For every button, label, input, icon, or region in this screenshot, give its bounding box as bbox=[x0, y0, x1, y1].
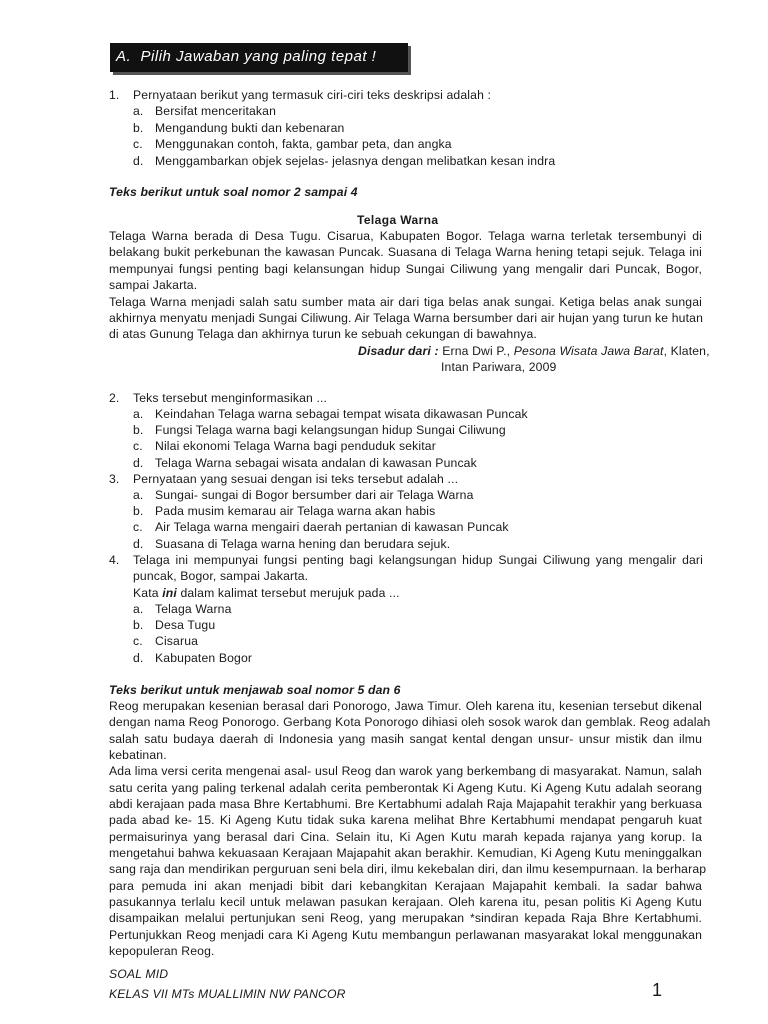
q4-option-a: Telaga Warna bbox=[155, 602, 232, 616]
q4-option-d-key: d. bbox=[133, 651, 144, 665]
passage2-line: Reog merupakan kesenian berasal dari Ponorogo, Jawa Timur. Oleh karena itu, kesenian tersebut dikenal bbox=[109, 699, 702, 713]
q3-option-d: Suasana di Telaga warna hening dan berudara sejuk. bbox=[155, 537, 451, 551]
passage1-line: sampai Jakarta. bbox=[109, 278, 198, 292]
passage2-line: para pemuda ini akan menjadi bibit dari kebangkitan Kerajaan Majapahit kembali. Ia sadar bahwa bbox=[109, 879, 702, 893]
footer-line1: SOAL MID bbox=[109, 967, 169, 981]
q4-option-d: Kabupaten Bogor bbox=[155, 651, 253, 665]
q3-option-a-key: a. bbox=[133, 488, 144, 502]
q4-number: 4. bbox=[109, 553, 120, 567]
q4-text-line2: puncak, Bogor, sampai Jakarta. bbox=[133, 569, 309, 583]
q3-option-b: Pada musim kemarau air Telaga warna akan habis bbox=[155, 504, 436, 518]
passage2-line: Pertunjukkan Reog menjadi cara Ki Ageng Kutu membangun perlawanan masyarakat lokal menggunakan bbox=[109, 928, 702, 942]
q1-option-a-key: a. bbox=[133, 104, 144, 118]
passage1-line: Telaga Warna berada di Desa Tugu. Cisarua, Kabupaten Bogor. Telaga warna terletak tersembunyi di bbox=[109, 229, 702, 243]
passage1-line: mempunyai fungsi penting bagi kelansungan hidup Sungai Ciliwung yang mengalir dari Puncak, Bogor, bbox=[109, 262, 702, 276]
q3-text: Pernyataan yang sesuai dengan isi teks tersebut adalah ... bbox=[133, 472, 459, 486]
q4-kata-word: ini bbox=[162, 586, 177, 600]
source-label: Disadur dari : bbox=[358, 344, 439, 358]
q2-option-c: Nilai ekonomi Telaga Warna bagi penduduk sekitar bbox=[155, 439, 436, 453]
source-city: , Klaten, bbox=[663, 344, 710, 358]
section-label: A. bbox=[116, 48, 132, 65]
passage2-line: kebatinan. bbox=[109, 748, 167, 762]
passage2-line: permaisurinya yang berasal dari Cina. Selain itu, Ki Agen Kutu marah kepada rajanya yang korup. Ia bbox=[109, 830, 702, 844]
passage1-source-publisher: Intan Pariwara, 2009 bbox=[441, 360, 557, 374]
q1-option-d: Menggambarkan objek sejelas- jelasnya dengan melibatkan kesan indra bbox=[155, 154, 556, 168]
passage1-intro: Teks berikut untuk soal nomor 2 sampai 4 bbox=[109, 185, 358, 199]
q4-text-line1: Telaga ini mempunyai fungsi penting bagi kelangsungan hidup Sungai Ciliwung yang mengalir dari bbox=[133, 553, 703, 567]
q1-option-b: Mengandung bukti dan kebenaran bbox=[155, 121, 345, 135]
passage1-line: di atas Gunung Telaga dan akhirnya turun ke sebuah cekungan di bawahnya. bbox=[109, 327, 537, 341]
passage2-line: kepopuleran Reog. bbox=[109, 944, 215, 958]
q1-number: 1. bbox=[109, 88, 120, 102]
q1-option-c: Menggunakan contoh, fakta, gambar peta, dan angka bbox=[155, 137, 452, 151]
q3-number: 3. bbox=[109, 472, 120, 486]
passage2-intro: Teks berikut untuk menjawab soal nomor 5 dan 6 bbox=[109, 683, 401, 697]
q4-kata-pre: Kata bbox=[133, 586, 159, 600]
q2-option-a: Keindahan Telaga warna sebagai tempat wisata dikawasan Puncak bbox=[155, 407, 528, 421]
passage2-line: disampaikan melalui pertunjukan seni Reog, yang merupakan *sindiran kepada Raja Bhre Kertabhumi. bbox=[109, 911, 702, 925]
section-header bbox=[116, 48, 376, 65]
q2-option-d: Telaga Warna sebagai wisata andalan di kawasan Puncak bbox=[155, 456, 477, 470]
source-book: Pesona Wisata Jawa Barat bbox=[513, 344, 664, 358]
passage1-source bbox=[358, 343, 710, 359]
q4-option-a-key: a. bbox=[133, 602, 144, 616]
q3-option-b-key: b. bbox=[133, 504, 144, 518]
q4-kata-line bbox=[133, 585, 400, 601]
passage1-line: akhirnya menyatu menjadi Sungai Ciliwung. Air Telaga Warna bersumber dari air hujan yang turun ke hutan bbox=[109, 311, 704, 325]
page-number: 1 bbox=[652, 980, 663, 1000]
q4-option-b: Desa Tugu bbox=[155, 618, 216, 632]
passage2-line: abdi kerajaan pada masa Bhre Kertabhumi. Bre Kertabhumi adalah Raja Majapahit terakhir yang berkuasa bbox=[109, 797, 702, 811]
section-title: Pilih Jawaban yang paling tepat ! bbox=[140, 48, 377, 65]
q4-option-c: Cisarua bbox=[155, 634, 199, 648]
passage2-line: salah satu budaya daerah di Indonesia yang masih sangat kental dengan unsur- unsur mistik dan ilmu bbox=[109, 732, 702, 746]
passage1-line: Telaga Warna menjadi salah satu sumber mata air dari tiga belas anak sungai. Ketiga belas anak sungai bbox=[109, 295, 702, 309]
passage2-line: pasukannya terlalu kecil untuk melawan pasukan kerajaan. Oleh karena itu, pesan politis Ki Ageng Kutu bbox=[109, 895, 702, 909]
passage2-line: mengetahui bahwa kekuasaan Kerajaan Majapahit akan berakhir. Kemudian, Ki Ageng Kutu meninggalkan bbox=[109, 846, 702, 860]
passage1-line: belakang bukit perkebunan the kawasan Puncak. Suasana di Telaga Warna hening tetapi sejuk. Telaga ini bbox=[109, 245, 702, 259]
q1-text: Pernyataan berikut yang termasuk ciri-ciri teks deskripsi adalah : bbox=[133, 88, 492, 102]
q3-option-c: Air Telaga warna mengairi daerah pertanian di kawasan Puncak bbox=[155, 520, 509, 534]
q2-number: 2. bbox=[109, 391, 120, 405]
footer-line2: KELAS VII MTs MUALLIMIN NW PANCOR bbox=[109, 987, 346, 1001]
q2-option-a-key: a. bbox=[133, 407, 144, 421]
passage1-title: Telaga Warna bbox=[357, 213, 439, 227]
passage2-line: dengan nama Reog Ponorogo. Gerbang Kota Ponorogo dihiasi oleh sosok warok dan gemblak. Reog adalah bbox=[109, 715, 711, 729]
q1-option-a: Bersifat menceritakan bbox=[155, 104, 277, 118]
q2-option-b: Fungsi Telaga warna bagi kelangsungan hidup Sungai Ciliwung bbox=[155, 423, 506, 437]
passage2-line: satu cerita yang paling terkenal adalah cerita pemberontak Ki Ageng Kutu. Ki Ageng Kutu adalah seorang bbox=[109, 781, 702, 795]
q4-option-b-key: b. bbox=[133, 618, 144, 632]
q1-option-b-key: b. bbox=[133, 121, 144, 135]
passage2-line: Ada lima versi cerita mengenai asal- usul Reog dan warok yang berkembang di masyarakat. Namun, salah bbox=[109, 764, 702, 778]
q2-option-b-key: b. bbox=[133, 423, 144, 437]
q4-option-c-key: c. bbox=[133, 634, 143, 648]
q3-option-c-key: c. bbox=[133, 520, 143, 534]
q1-option-d-key: d. bbox=[133, 154, 144, 168]
q2-option-d-key: d. bbox=[133, 456, 144, 470]
q3-option-a: Sungai- sungai di Bogor bersumber dari air Telaga Warna bbox=[155, 488, 474, 502]
q2-option-c-key: c. bbox=[133, 439, 143, 453]
q3-option-d-key: d. bbox=[133, 537, 144, 551]
q2-text: Teks tersebut menginformasikan ... bbox=[133, 391, 328, 405]
passage2-line: pada abad ke- 15. Ki Ageng Kutu tidak suka karena melihat Bhre Kertabhumi mendapat pengaruh kuat bbox=[109, 813, 702, 827]
q1-option-c-key: c. bbox=[133, 137, 143, 151]
passage2-line: sang raja dan mendirikan perguruan seni bela diri, ilmu kekebalan diri, dan ilmu kesempurnaan. Ia berharap bbox=[109, 862, 707, 876]
source-author: Erna Dwi P., bbox=[442, 344, 511, 358]
q4-kata-post: dalam kalimat tersebut merujuk pada ... bbox=[180, 586, 400, 600]
